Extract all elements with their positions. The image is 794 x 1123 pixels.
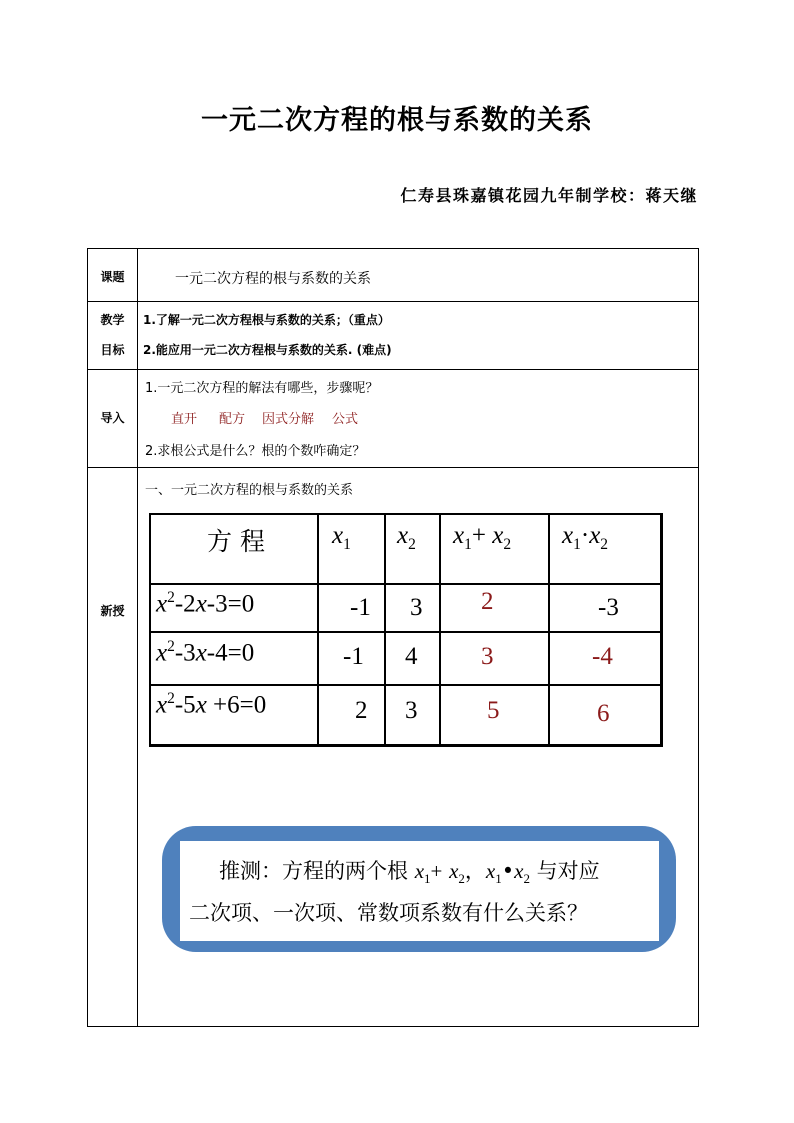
table-col-line: [384, 515, 386, 744]
guess-line-2: 二次项、一次项、常数项系数有什么关系？: [189, 901, 588, 925]
row-divider: [88, 301, 698, 302]
product-value: 6: [597, 700, 610, 727]
header-equation: 方 程: [207, 527, 265, 556]
intro-label: 导入: [100, 411, 125, 425]
goal-item-1: 1.了解一元二次方程根与系数的关系；（重点）: [143, 313, 390, 327]
intro-question-2: 2.求根公式是什么？根的个数咋确定？: [145, 444, 366, 459]
table-row-line: [151, 583, 660, 585]
row-divider: [88, 467, 698, 468]
root-x2: 3: [410, 594, 423, 621]
root-x1: -1: [350, 594, 371, 621]
table-row-line: [151, 631, 660, 633]
header-x2: $x_2$: [397, 522, 416, 553]
topic-label: 课题: [100, 270, 125, 284]
method-direct: 直开: [171, 412, 198, 427]
header-sum: $x_1+ x_2$: [453, 522, 512, 553]
new-label: 新授: [100, 604, 125, 618]
header-product: $x_1\cdot x_2$: [562, 522, 609, 553]
method-complete-square: 配方: [219, 412, 246, 427]
sum-value: 3: [481, 643, 494, 670]
sum-value: 5: [487, 697, 500, 724]
equation-2: $x^2-3x-4=0$: [156, 638, 255, 667]
root-x1: -1: [343, 643, 364, 670]
row-divider: [88, 369, 698, 370]
table-row-line: [151, 684, 660, 686]
page-title: 一元二次方程的根与系数的关系: [201, 105, 593, 136]
equation-1: $x^2-2x-3=0$: [156, 589, 255, 618]
table-col-line: [439, 515, 441, 744]
goals-label-1: 教学: [100, 313, 125, 327]
root-x2: 3: [405, 697, 418, 724]
table-col-line: [548, 515, 550, 744]
root-x2: 4: [405, 643, 418, 670]
root-x1: 2: [355, 697, 368, 724]
intro-question-1: 1.一元二次方程的解法有哪些，步骤呢？: [145, 381, 379, 396]
table-col-line: [317, 515, 319, 744]
goal-item-2: 2.能应用一元二次方程根与系数的关系. (难点): [143, 343, 392, 357]
equation-3: $x^2-5x +6=0$: [156, 690, 267, 719]
product-value: -3: [598, 594, 619, 621]
method-factoring: 因式分解: [262, 412, 315, 427]
topic-text: 一元二次方程的根与系数的关系: [175, 271, 371, 287]
author-line: 仁寿县珠嘉镇花园九年制学校：蒋天继: [400, 186, 698, 205]
new-heading: 一、一元二次方程的根与系数的关系: [145, 483, 354, 498]
column-divider: [137, 249, 138, 1026]
goals-label-2: 目标: [100, 343, 125, 357]
guess-line-1: 推测：方程的两个根 $x_1+ x_2$，$x_1•x_2$ 与对应: [219, 859, 600, 887]
header-x1: $x_1$: [332, 522, 351, 553]
product-value: -4: [592, 643, 613, 670]
sum-value: 2: [481, 588, 494, 615]
method-formula: 公式: [332, 412, 359, 427]
